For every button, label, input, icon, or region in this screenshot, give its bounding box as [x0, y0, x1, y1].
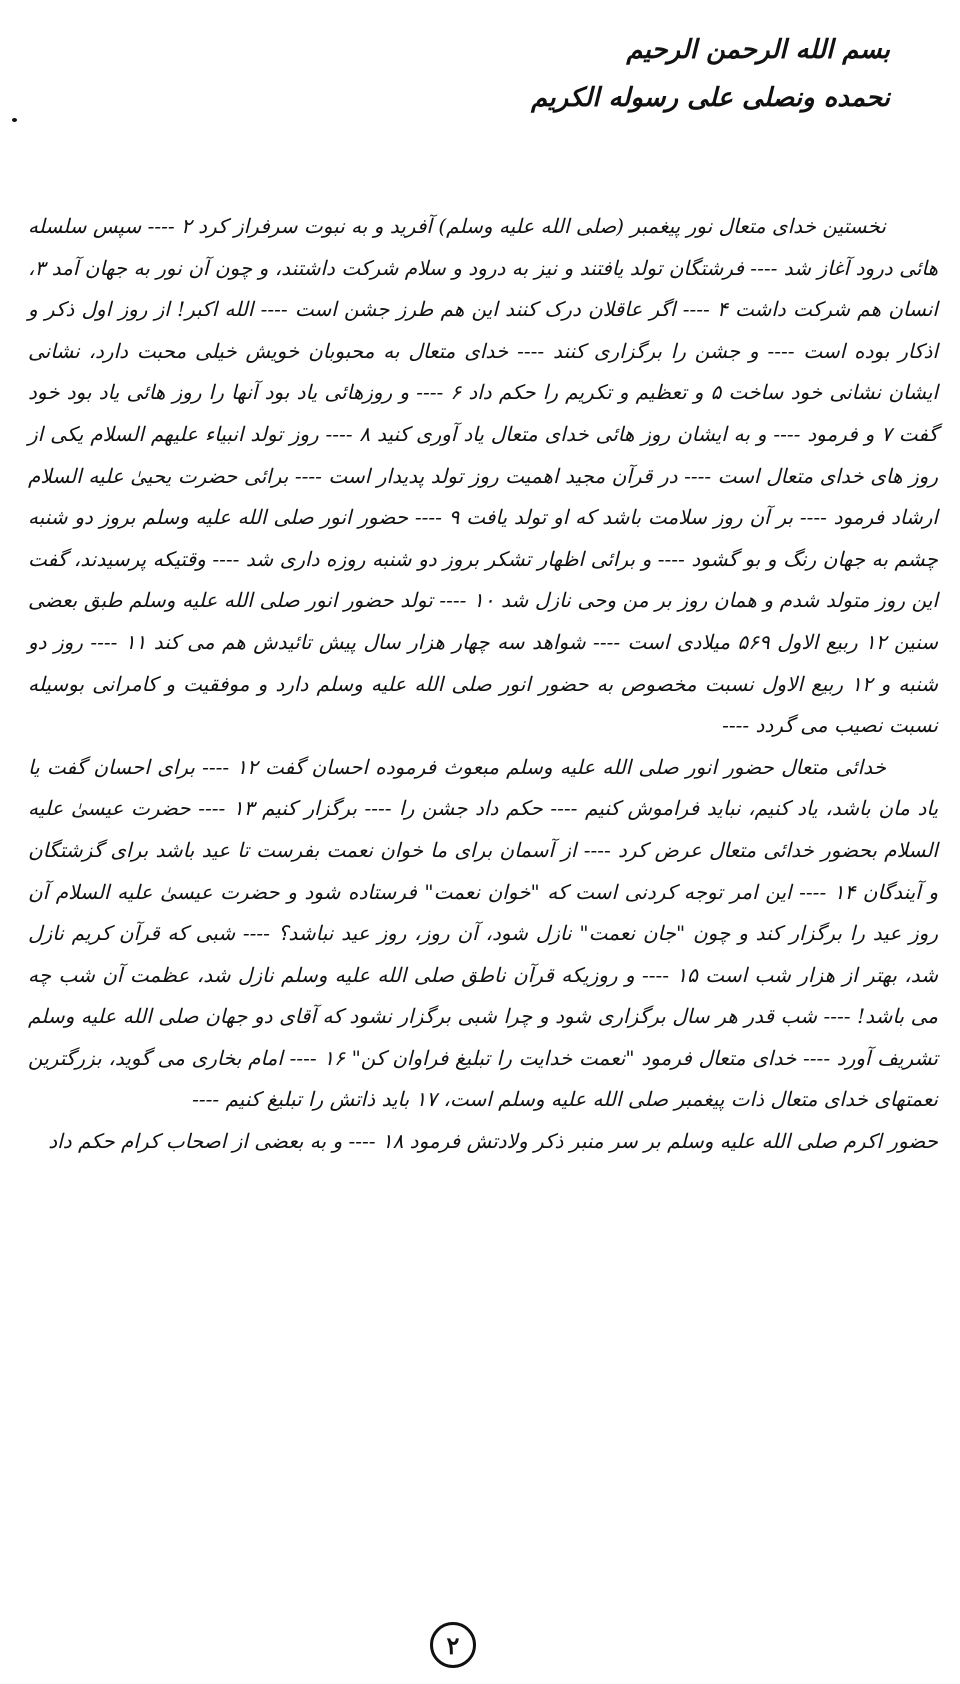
paragraph: نخستین خدای متعال نور پیغمبر (صلی الله علیه وسلم) آفرید و به نبوت سرفراز کرد ۲ ---- سپس سلسله هائی درود آغاز شد ---- فرشتگان تولد یافتند و نیز به درود و سلام شرکت داشتند، و چون آن نور به جهان آمد ۳، انسان هم شرکت داشت ۴ ---- اگر عاقلان درک کنند این هم طرز جشن است ---- الله اکبر! از روز اول ذکر و اذکار بوده است ---- و جشن را برگزاری کنند ---- خدای متعال به محبوبان خویش خیلی محبت دارد، نشانی ایشان نشانی خود ساخت ۵ و تعظیم و تکریم را حکم داد ۶ ---- و روزهائی یاد بود آنها را روز هائی یاد بود خود گفت ۷ و فرمود ---- و به ایشان روز هائی خدای متعال یاد آوری کنید ۸ ---- روز تولد انبیاء علیهم السلام یکی از روز های خدای متعال است ---- در قرآن مجید اهمیت روز تولد پدیدار است ---- برائی حضرت یحییٰ علیه السلام ارشاد فرمود ---- بر آن روز سلامت باشد که او تولد یافت ۹ ---- حضور انور صلی الله علیه وسلم بروز دو شنبه چشم به جهان رنگ و بو گشود ---- و برائی اظهار تشکر بروز دو شنبه روزه داری شد ---- وقتیکه پرسیدند، گفت این روز متولد شدم و همان روز بر من وحی نازل شد ۱۰ ---- تولد حضور انور صلی الله علیه وسلم طبق بعضی سنین ۱۲ ربیع الاول ۵۶۹ میلادی است ---- شواهد سه چهار هزار سال پیش تائیدش هم می کند ۱۱ ---- روز دو شنبه و ۱۲ ربیع الاول نسبت مخصوص به حضور انور صلی الله علیه وسلم دارد و موفقیت و کامرانی بوسیله نسبت نصیب می گردد ----: [28, 214, 939, 738]
stray-mark: [12, 118, 17, 122]
bismillah-line: بسم الله الرحمن الرحیم: [626, 35, 890, 65]
salutation-line: نحمده ونصلی علی رسوله الکریم: [531, 83, 890, 113]
body-text: [28, 206, 938, 1163]
page-number: ۲: [430, 1622, 476, 1668]
paragraph: خدائی متعال حضور انور صلی الله علیه وسلم مبعوث فرموده احسان گفت ۱۲ ---- برای احسان گفت یا یاد مان باشد، یاد کنیم، نباید فراموش کنیم ---- حکم داد جشن را ---- برگزار کنیم ۱۳ ---- حضرت عیسیٰ علیه السلام بحضور خدائی متعال عرض کرد ---- از آسمان برای ما خوان نعمت بفرست تا عید باشد برای گزشتگان و آیندگان ۱۴ ---- این امر توجه کردنی است که "خوان نعمت" فرستاده شود و حضرت عیسیٰ علیه السلام آن روز عید را برگزار کند و چون "جان نعمت" نازل شود، آن روز، روز عید نباشد؟ ---- شبی که قرآن کریم نازل شد، بهتر از هزار شب است ۱۵ ---- و روزیکه قرآن ناطق صلی الله علیه وسلم نازل شد، عظمت آن شب چه می باشد! ---- شب قدر هر سال برگزاری شود و چرا شبی برگزار نشود که آقای دو جهان صلی الله علیه وسلم تشریف آورد ---- خدای متعال فرمود "نعمت خدایت را تبلیغ فراوان کن" ۱۶ ---- امام بخاری می گوید، بزرگترین نعمتهای خدای متعال ذات پیغمبر صلی الله علیه وسلم است، ۱۷ باید ذاتش را تبلیغ کنیم ----: [28, 754, 939, 1112]
paragraph: حضور اکرم صلی الله علیه وسلم بر سر منبر ذکر ولادتش فرمود ۱۸ ---- و به بعضی از اصحاب کرام حکم داد: [48, 1129, 938, 1154]
header: [290, 26, 890, 122]
